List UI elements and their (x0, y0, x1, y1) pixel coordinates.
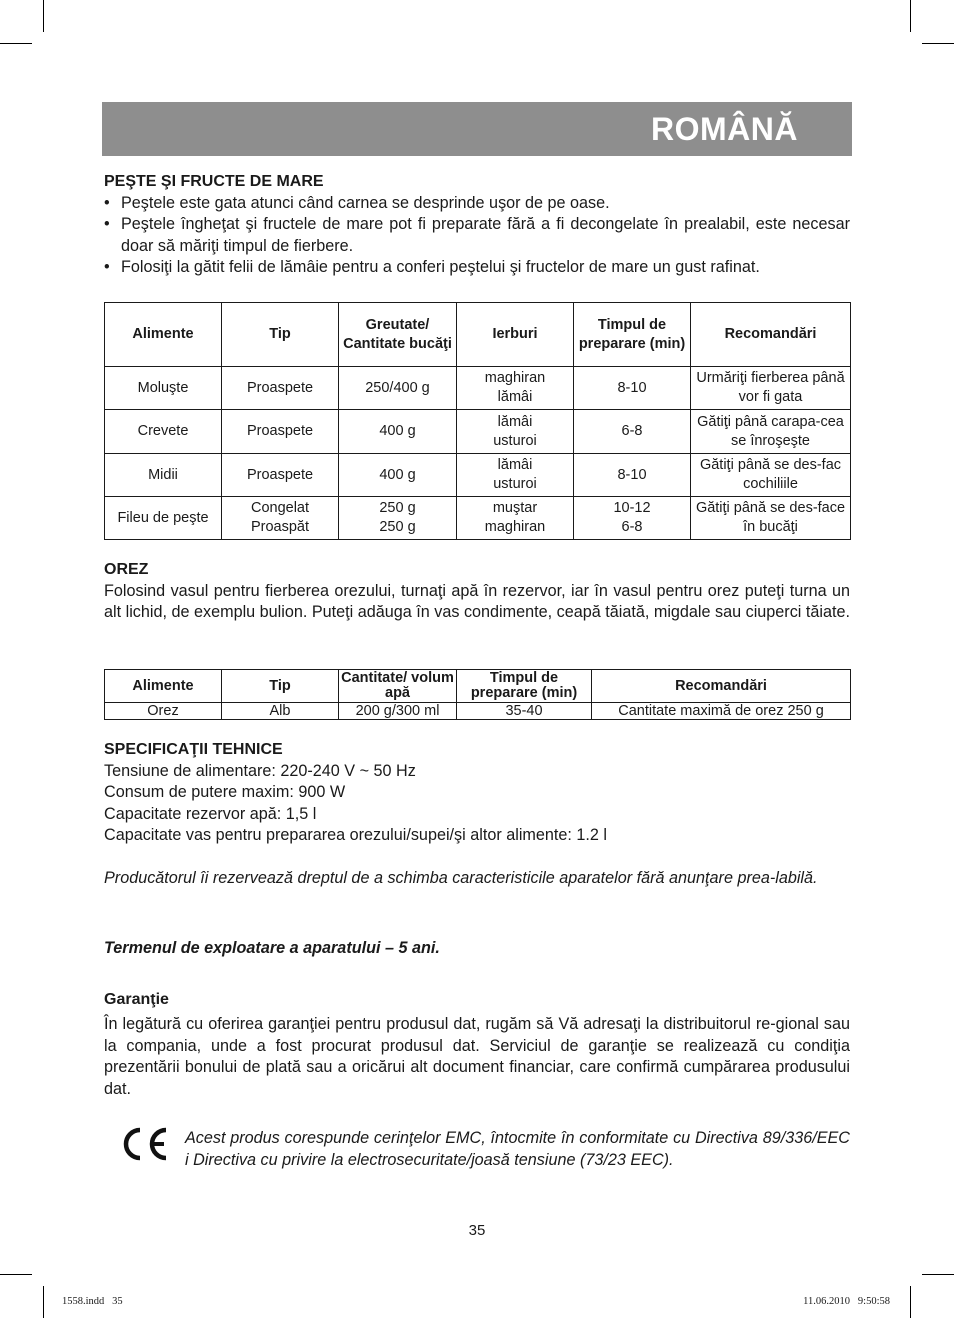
ce-text: Acest produs corespunde cerinţelor EMC, întocmite în conformitate cu Directiva 89/336/EEC i Directiva cu privire la electrosecuritate/joasă tensiune (73/23 EEC). (185, 1129, 850, 1169)
table-cell: Urmăriţi fierberea până vor fi gata (691, 367, 851, 410)
table-header: Ierburi (457, 303, 574, 367)
lifetime-section (104, 938, 850, 960)
rice-table (104, 669, 851, 720)
table-cell: 400 g (339, 410, 457, 454)
fish-bullets (104, 193, 850, 279)
table-header: Greutate/ Cantitate bucăţi (339, 303, 457, 367)
table-cell: maghiran lămâi (457, 367, 574, 410)
table-cell: 250 g 250 g (339, 497, 457, 540)
table-cell: Gătiţi până se des-fac cochiliile (691, 454, 851, 497)
spec-line: Consum de putere maxim: 900 W (104, 783, 346, 801)
ce-mark-icon (118, 1124, 172, 1164)
table-cell: Proaspete (222, 454, 339, 497)
slug-date: 11.06.2010 9:50:58 (803, 1296, 890, 1307)
table-header: Alimente (105, 670, 222, 703)
table-cell: Congelat Proaspăt (222, 497, 339, 540)
page-title: ROMÂNĂ (651, 111, 798, 147)
crop-mark (910, 1286, 911, 1318)
table-cell: Midii (105, 454, 222, 497)
crop-mark (43, 1286, 44, 1318)
specs-heading: SPECIFICAŢII TEHNICE (104, 741, 283, 758)
warranty-heading-wrap (104, 989, 850, 1011)
table-cell: 8-10 (574, 454, 691, 497)
language-header-bar (102, 102, 852, 156)
table-row (105, 410, 851, 454)
table-row (105, 367, 851, 410)
table-header: Cantitate/ volum apă (339, 670, 457, 703)
rice-text: Folosind vasul pentru fierberea orezului, turnaţi apă în rezervor, iar în vasul pentru orez puteţi turna un alt lichid, de exemplu bulion. Puteţi adăuga în vas condimente, ceapă tăiată, migdale sau ciuperci tăiate. (104, 581, 850, 621)
table-cell: 250/400 g (339, 367, 457, 410)
table-cell: Gătiţi până carapa-cea se înroşeşte (691, 410, 851, 454)
fish-heading: PEŞTE ŞI FRUCTE DE MARE (104, 173, 324, 190)
table-cell: 200 g/300 ml (339, 703, 457, 720)
table-row (105, 703, 851, 720)
table-cell: lămâi usturoi (457, 454, 574, 497)
manufacturer-notice (104, 868, 850, 890)
table-header: Tip (222, 670, 339, 703)
page-number: 35 (468, 1222, 486, 1239)
table-cell: Fileu de peşte (105, 497, 222, 540)
bullet-item: • Folosiţi la gătit felii de lămâie pentru a conferi peştelui şi fructelor de mare un gust rafinat. (104, 257, 850, 279)
rice-section (104, 559, 850, 624)
spec-line: Capacitate vas pentru prepararea orezului/supei/şi altor alimente: 1.2 l (104, 826, 607, 844)
table-cell: 35-40 (457, 703, 592, 720)
table-cell: Orez (105, 703, 222, 720)
slug-file: 1558.indd 35 (62, 1296, 123, 1307)
table-cell: 6-8 (574, 410, 691, 454)
spec-line: Tensiune de alimentare: 220-240 V ~ 50 Hz (104, 761, 416, 780)
table-cell: Gătiţi până se des-face în bucăţi (691, 497, 851, 540)
table-header: Timpul de preparare (min) (457, 670, 592, 703)
table-header: Timpul de preparare (min) (574, 303, 691, 367)
lifetime-text: Termenul de exploatare a aparatului – 5 ani. (104, 939, 440, 957)
table-row (105, 497, 851, 540)
crop-mark (0, 43, 32, 44)
table-header: Recomandări (691, 303, 851, 367)
table-cell: Cantitate maximă de orez 250 g (592, 703, 851, 720)
table-cell: Proaspete (222, 410, 339, 454)
crop-mark (0, 1274, 32, 1275)
table-cell: 8-10 (574, 367, 691, 410)
table-row (105, 454, 851, 497)
table-header: Recomandări (592, 670, 851, 703)
table-header: Tip (222, 303, 339, 367)
specs-section (104, 739, 850, 847)
seafood-table (104, 302, 851, 540)
fish-section (104, 171, 850, 279)
crop-mark (922, 43, 954, 44)
table-cell: lămâi usturoi (457, 410, 574, 454)
table-cell: Crevete (105, 410, 222, 454)
ce-statement (185, 1128, 850, 1171)
crop-mark (43, 0, 44, 32)
bullet-item: • Peştele îngheţat şi fructele de mare pot fi preparate fără a fi decongelate în prealabil, este necesar doar să măriţi timpul de fierbere. (104, 214, 850, 257)
crop-mark (922, 1274, 954, 1275)
rice-heading: OREZ (104, 561, 149, 578)
table-cell: Proaspete (222, 367, 339, 410)
table-cell: Alb (222, 703, 339, 720)
bullet-item: • Peştele este gata atunci când carnea se desprinde uşor de pe oase. (104, 193, 850, 215)
table-header: Alimente (105, 303, 222, 367)
table-cell: muştar maghiran (457, 497, 574, 540)
warranty-heading: Garanţie (104, 991, 169, 1008)
notice-text: Producătorul îi rezervează dreptul de a schimba caracteristicile aparatelor fără anunţare prea-labilă. (104, 869, 818, 887)
spec-line: Capacitate rezervor apă: 1,5 l (104, 804, 317, 823)
warranty-section (104, 1014, 850, 1100)
table-cell: 400 g (339, 454, 457, 497)
table-cell: Moluşte (105, 367, 222, 410)
table-cell: 10-12 6-8 (574, 497, 691, 540)
crop-mark (910, 0, 911, 32)
warranty-text: În legătură cu oferirea garanţiei pentru produsul dat, rugăm să Vă adresaţi la distribuitorul re-gional sau la compania, unde a fost procurat produsul dat. Serviciul de garanţie se realizează cu condiţia prezentării bonului de plată sau a oricărui alt document financiar, care confirmă cumpărarea produsului dat. (104, 1015, 850, 1098)
